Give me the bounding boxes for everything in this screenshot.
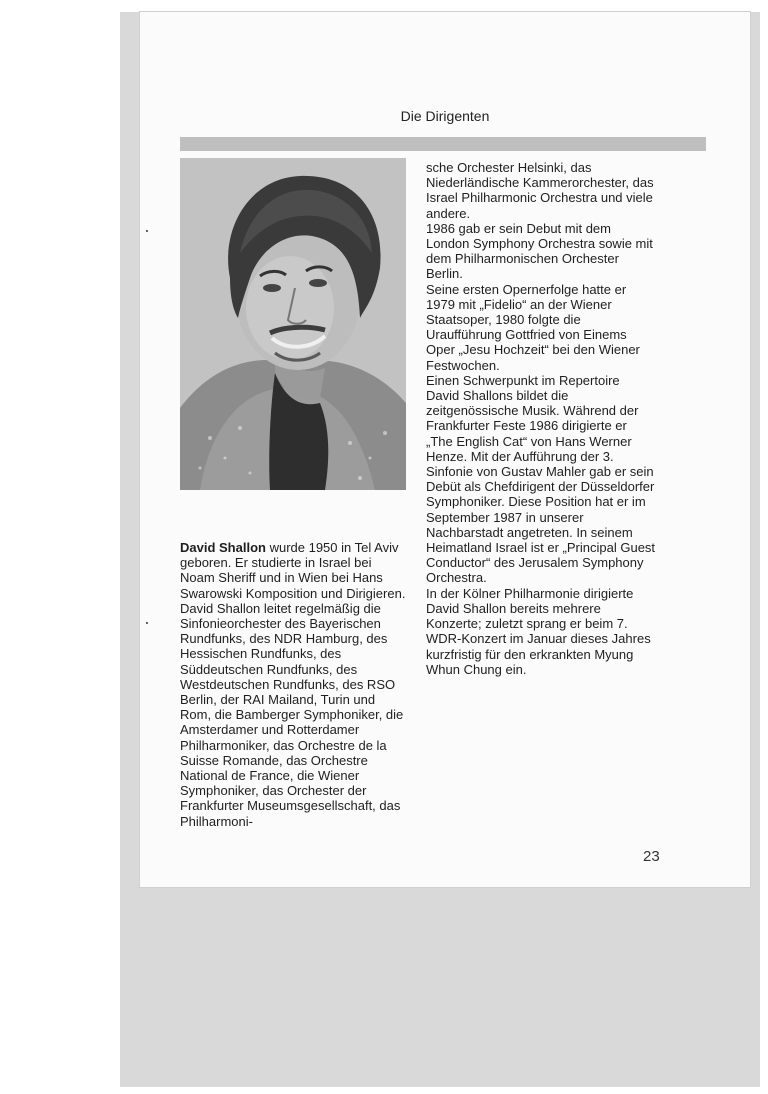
conductor-photo <box>180 158 406 490</box>
intro-text: wurde 1950 in Tel Aviv geboren. Er studierte in Israel bei Noam Sheriff und in Wien bei Hans Swarowski Komposition und Dirigieren. <box>180 540 406 601</box>
header-rule <box>180 137 706 151</box>
intro-paragraph <box>180 540 408 601</box>
orchestras-continued-paragraph: sche Orchester Helsinki, das Niederländische Kammerorchester, das Israel Philharmonic Orchestra und viele andere. <box>426 160 654 221</box>
london-debut-paragraph: 1986 gab er sein Debut mit dem London Symphony Orchestra sowie mit dem Philharmonischen Orchester Berlin. <box>426 220 653 282</box>
opera-paragraph: Seine ersten Opernerfolge hatte er 1979 mit „Fidelio“ an der Wiener Staatsoper, 1980 folgte die Uraufführung Gottfried von Einems Oper „Jesu Hochzeit“ bei den Wiener Festwochen. <box>426 281 640 373</box>
page-number: 23 <box>643 848 660 865</box>
orchestras-paragraph: David Shallon leitet regelmäßig die Sinfonieorchester des Bayerischen Rundfunks, des NDR Hamburg, des Hessischen Rundfunks, des Süddeutschen Rundfunks, des Westdeutschen Rundfunks, des RSO Berlin, der RAI Mailand, Turin und Rom, die Bamberger Symphoniker, die Amsterdamer und Rotterdamer Philharmoniker, das Orchestre de la Suisse Romande, das Orchestre National de France, die Wiener Symphoniker, das Orchester der Frankfurter Museumsgesellschaft, das Philharmoni- <box>180 600 404 829</box>
conductor-name: David Shallon <box>180 540 266 555</box>
document-page <box>140 12 750 887</box>
left-column <box>180 540 408 829</box>
right-column <box>426 160 656 677</box>
scan-speck <box>146 230 148 232</box>
section-title: Die Dirigenten <box>400 108 490 124</box>
cologne-paragraph: In der Kölner Philharmonie dirigierte David Shallon bereits mehrere Konzerte; zuletzt sprang er beim 7. WDR-Konzert im Januar dieses Jahres kurzfristig für den erkrankten Myung Whun Chung ein. <box>426 585 651 677</box>
scan-speck <box>146 622 148 624</box>
repertoire-paragraph: Einen Schwerpunkt im Repertoire David Shallons bildet die zeitgenössische Musik. Während der Frankfurter Feste 1986 dirigierte er „The English Cat“ von Hans Werner Henze. Mit der Aufführung der 3. Sinfonie von Gustav Mahler gab er sein Debüt als Chefdirigent der Düsseldorfer Symphoniker. Diese Position hat er im September 1987 in unserer Nachbarstadt angetreten. In seinem Heimatland Israel ist er „Principal Guest Conductor“ des Jerusalem Symphony Orchestra. <box>426 372 656 586</box>
